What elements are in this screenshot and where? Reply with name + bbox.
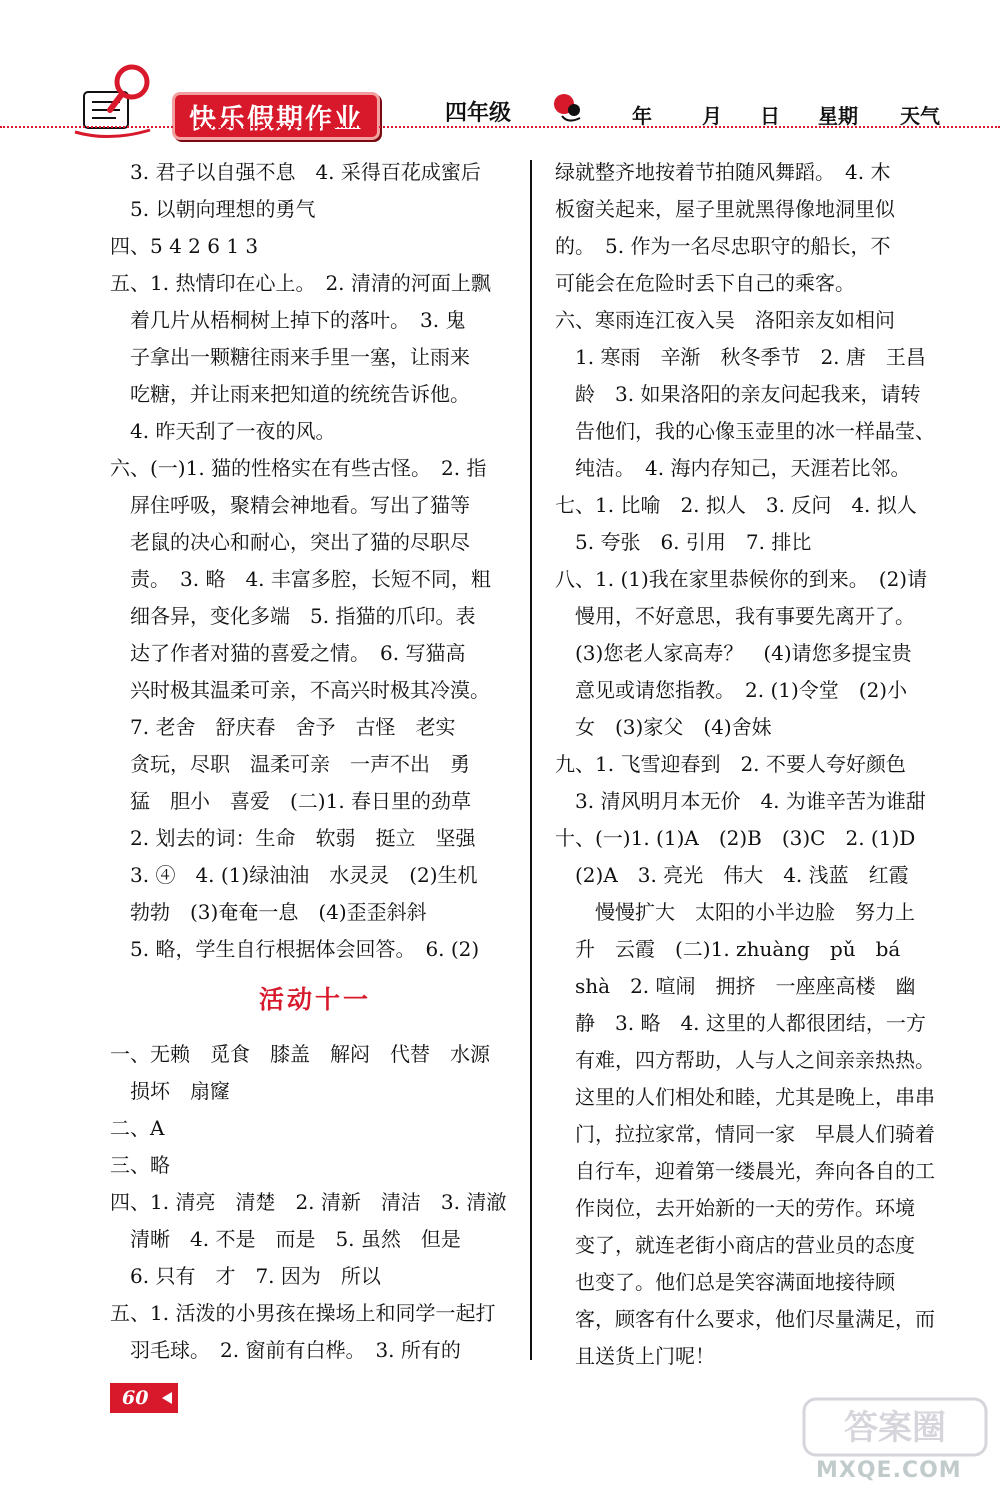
text-line: (2)A 3. 亮光 伟大 4. 浅蓝 红霞 xyxy=(555,863,909,887)
text-line: 达了作者对猫的喜爱之情。 6. 写猫高 xyxy=(110,641,466,665)
header-rule xyxy=(0,126,1000,128)
text-line: 六、寒雨连江夜入吴 洛阳亲友如相问 xyxy=(555,308,895,332)
watermark-url: MXQE.COM xyxy=(816,1458,962,1483)
text-line: 兴时极其温柔可亲，不高兴时极其冷漠。 xyxy=(110,678,490,702)
text-line: 2. 划去的词：生命 软弱 挺立 坚强 xyxy=(110,826,476,850)
text-line: 勃勃 (3)奄奄一息 (4)歪歪斜斜 xyxy=(110,900,427,924)
text-line: 5. 夸张 6. 引用 7. 排比 xyxy=(555,530,812,554)
field-weather: 天气 xyxy=(900,104,940,128)
text-line: 八、1. (1)我在家里恭候你的到来。 (2)请 xyxy=(555,567,928,591)
text-line: 细各异，变化多端 5. 指猫的爪印。表 xyxy=(110,604,476,628)
text-line: 羽毛球。 2. 窗前有白桦。 3. 所有的 xyxy=(110,1338,461,1362)
text-line: 屏住呼吸，聚精会神地看。写出了猫等 xyxy=(110,493,470,517)
text-line: 四、5 4 2 6 1 3 xyxy=(110,234,259,258)
section-title: 活动十一 xyxy=(258,985,371,1014)
text-line: 3. 清风明月本无价 4. 为谁辛苦为谁甜 xyxy=(555,789,926,813)
text-line: 责。 3. 略 4. 丰富多腔，长短不同，粗 xyxy=(110,567,491,591)
text-line: 这里的人们相处和睦，尤其是晚上，串串 xyxy=(555,1085,935,1109)
page-number: 60 xyxy=(110,1383,178,1413)
left-column xyxy=(110,154,520,968)
text-line: 六、(一)1. 猫的性格实在有些古怪。 2. 指 xyxy=(110,456,487,480)
text-line: 意见或请您指教。 2. (1)令堂 (2)小 xyxy=(555,678,908,702)
text-line: 的。 5. 作为一名尽忠职守的船长，不 xyxy=(555,234,891,258)
header-title: 快乐假期作业 xyxy=(172,92,380,140)
text-line: 7. 老舍 舒庆春 舍予 古怪 老实 xyxy=(110,715,456,739)
page-header xyxy=(0,0,1000,160)
magnifier-notebook-logo xyxy=(70,62,160,142)
text-line: 吃糖，并让雨来把知道的统统告诉他。 xyxy=(110,382,470,406)
text-line: 且送货上门呢！ xyxy=(555,1344,715,1368)
text-line: shà 2. 喧闹 拥挤 一座座高楼 幽 xyxy=(555,974,916,998)
svg-text:答案圈: 答案圈 xyxy=(844,1408,946,1448)
text-line: 十、(一)1. (1)A (2)B (3)C 2. (1)D xyxy=(555,826,916,850)
text-line: 九、1. 飞雪迎春到 2. 不要人夸好颜色 xyxy=(555,752,906,776)
text-line: 着几片从梧桐树上掉下的落叶。 3. 鬼 xyxy=(110,308,466,332)
column-divider xyxy=(530,160,532,1360)
right-column xyxy=(555,154,955,1375)
text-line: 6. 只有 才 7. 因为 所以 xyxy=(110,1264,381,1288)
text-line: 作岗位，去开始新的一天的劳作。环境 xyxy=(555,1196,915,1220)
text-line: 变了，就连老街小商店的营业员的态度 xyxy=(555,1233,915,1257)
text-line: 清晰 4. 不是 而是 5. 虽然 但是 xyxy=(110,1227,461,1251)
text-line: 一、无赖 觅食 膝盖 解闷 代替 水源 xyxy=(110,1042,490,1066)
text-line: 4. 昨天刮了一夜的风。 xyxy=(110,419,336,443)
text-line: 五、1. 热情印在心上。 2. 清清的河面上飘 xyxy=(110,271,491,295)
text-line: 可能会在危险时丢下自己的乘客。 xyxy=(555,271,855,295)
field-month: 月 xyxy=(702,104,722,128)
text-line: 1. 寒雨 辛渐 秋冬季节 2. 唐 王昌 xyxy=(555,345,926,369)
left-column-2 xyxy=(110,1036,520,1369)
text-line: 5. 略，学生自行根据体会回答。 6. (2) xyxy=(110,937,480,961)
text-line: 七、1. 比喻 2. 拟人 3. 反问 4. 拟人 xyxy=(555,493,917,517)
text-line: 绿就整齐地按着节拍随风舞蹈。 4. 木 xyxy=(555,160,891,184)
text-line: 龄 3. 如果洛阳的亲友问起我来，请转 xyxy=(555,382,921,406)
text-line: 慢用，不好意思，我有事要先离开了。 xyxy=(555,604,915,628)
text-line: 二、A xyxy=(110,1116,165,1140)
text-line: 有难，四方帮助，人与人之间亲亲热热。 xyxy=(555,1048,935,1072)
field-day: 日 xyxy=(760,104,780,128)
text-line: 猛 胆小 喜爱 (二)1. 春日里的劲草 xyxy=(110,789,472,813)
text-line: 告他们，我的心像玉壶里的冰一样晶莹、 xyxy=(555,419,935,443)
text-line: 女 (3)家父 (4)舍妹 xyxy=(555,715,772,739)
text-line: 三、略 xyxy=(110,1153,170,1177)
text-line: 3. ④ 4. (1)绿油油 水灵灵 (2)生机 xyxy=(110,863,478,887)
text-line: 5. 以朝向理想的勇气 xyxy=(110,197,316,221)
text-line: 贪玩，尽职 温柔可亲 一声不出 勇 xyxy=(110,752,470,776)
text-line: 纯洁。 4. 海内存知己，天涯若比邻。 xyxy=(555,456,911,480)
text-line: (3)您老人家高寿？ (4)请您多提宝贵 xyxy=(555,641,912,665)
text-line: 子拿出一颗糖往雨来手里一塞，让雨来 xyxy=(110,345,470,369)
text-line: 板窗关起来，屋子里就黑得像地洞里似 xyxy=(555,197,895,221)
text-line: 3. 君子以自强不息 4. 采得百花成蜜后 xyxy=(110,160,481,184)
text-line: 升 云霞 (二)1. zhuàng pǔ bá xyxy=(555,937,901,961)
text-line: 老鼠的决心和耐心，突出了猫的尽职尽 xyxy=(110,530,470,554)
text-line: 损坏 扇窿 xyxy=(110,1079,230,1103)
text-line: 也变了。他们总是笑容满面地接待顾 xyxy=(555,1270,895,1294)
field-year: 年 xyxy=(632,104,652,128)
text-line: 客，顾客有什么要求，他们尽量满足，而 xyxy=(555,1307,935,1331)
text-line: 四、1. 清亮 清楚 2. 清新 清洁 3. 清澈 xyxy=(110,1190,507,1214)
text-line: 五、1. 活泼的小男孩在操场上和同学一起打 xyxy=(110,1301,496,1325)
text-line: 慢慢扩大 太阳的小半边脸 努力上 xyxy=(555,900,915,924)
grade-label: 四年级 xyxy=(445,101,512,126)
dot-icon xyxy=(548,88,588,128)
field-weekday: 星期 xyxy=(818,104,858,128)
text-line: 门，拉拉家常，情同一家 早晨人们骑着 xyxy=(555,1122,935,1146)
text-line: 静 3. 略 4. 这里的人都很团结，一方 xyxy=(555,1011,926,1035)
text-line: 自行车，迎着第一缕晨光，奔向各自的工 xyxy=(555,1159,935,1183)
